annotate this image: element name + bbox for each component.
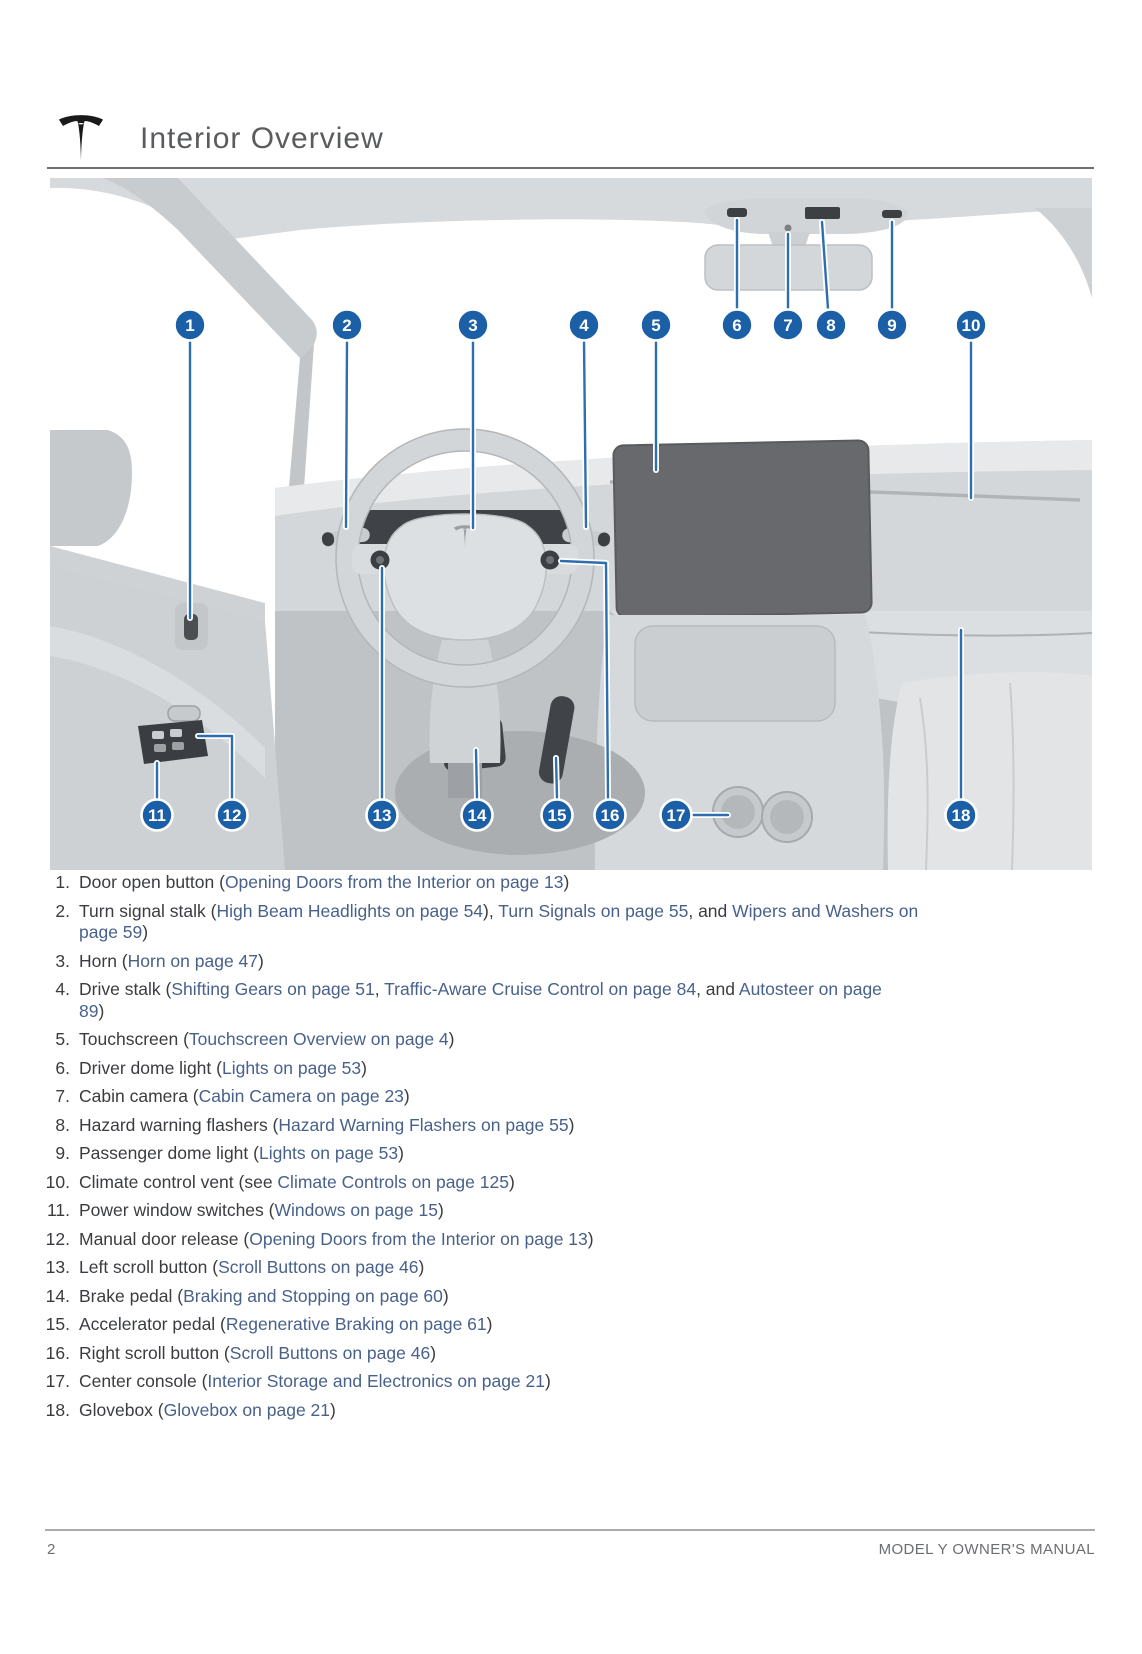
passenger-dome-light	[882, 210, 902, 218]
steering-column	[430, 640, 501, 763]
legend-text-segment: Manual door release (	[79, 1228, 250, 1249]
legend-link[interactable]: Lights on page 53	[221, 1057, 362, 1078]
legend-item-number: 13.	[45, 1257, 70, 1277]
legend-text-segment: Hazard warning flashers (	[79, 1114, 279, 1135]
legend-text-segment: , and	[688, 900, 733, 921]
console-storage-well	[635, 626, 835, 721]
legend-item	[44, 901, 996, 944]
callout-number: 13	[372, 806, 392, 825]
legend-text-segment: )	[418, 1257, 425, 1277]
callout-number: 1	[185, 316, 195, 335]
legend-link[interactable]: Turn Signals on page 55	[498, 900, 689, 921]
legend-item-number: 9.	[55, 1143, 70, 1163]
legend-link[interactable]: Climate Controls on page 125	[277, 1171, 509, 1192]
cabin-camera	[785, 225, 792, 232]
passenger-seat	[888, 672, 1092, 870]
legend-text-segment: Door open button (	[79, 872, 225, 892]
legend-item	[44, 1371, 996, 1393]
legend-text-segment: )	[442, 1285, 449, 1306]
callout-number: 4	[579, 316, 589, 335]
legend-text-segment: )	[361, 1057, 367, 1078]
callout-leader-line	[346, 341, 347, 527]
legend-item-text	[79, 1029, 454, 1051]
legend-link[interactable]: Shifting Gears on page 51	[171, 979, 375, 999]
callout-leader-line	[476, 750, 477, 798]
legend-text-segment: Center console (	[79, 1371, 208, 1391]
legend-text-segment: Glovebox (	[79, 1399, 164, 1420]
interior-diagram	[50, 178, 1092, 870]
tesla-logo	[58, 112, 104, 164]
legend-link[interactable]: Interior Storage and Electronics on page 21	[207, 1371, 545, 1391]
legend-item-number: 11.	[46, 1200, 70, 1220]
legend-link[interactable]: Wipers and Washers on	[732, 900, 919, 921]
callout-number: 17	[666, 806, 686, 825]
legend-item	[44, 1400, 996, 1422]
legend-link[interactable]: High Beam Headlights on page 54	[216, 900, 484, 921]
legend-item-text	[79, 951, 264, 973]
callout-number: 12	[222, 806, 242, 825]
legend-text-segment: )	[258, 950, 264, 971]
legend-item	[44, 979, 996, 1022]
legend-item-text	[79, 1143, 404, 1165]
legend-item-text	[79, 1200, 444, 1222]
legend-text-segment: Brake pedal (	[79, 1285, 184, 1306]
legend-link[interactable]: Horn on page 47	[127, 950, 259, 971]
legend-link[interactable]: Hazard Warning Flashers on page 55	[278, 1114, 569, 1135]
legend-item-number: 7.	[55, 1086, 70, 1106]
legend-text-segment: Climate control vent (see	[79, 1171, 278, 1192]
legend-text-segment: )	[430, 1342, 437, 1363]
legend-item	[44, 1058, 996, 1080]
legend-text-segment: Drive stalk (	[79, 979, 172, 999]
legend-link[interactable]: Scroll Buttons on page 46	[218, 1257, 419, 1277]
legend-text-segment: Accelerator pedal (	[79, 1314, 226, 1334]
legend-link[interactable]: page 59	[79, 922, 143, 942]
legend-text-segment: )	[142, 922, 149, 942]
legend-item	[44, 1200, 996, 1222]
legend-text-segment: Left scroll button (	[79, 1257, 219, 1277]
legend-item-text	[79, 1058, 367, 1080]
callout-number: 16	[600, 806, 620, 825]
legend-text-segment: , and	[696, 979, 739, 999]
callout-leader-line	[556, 758, 557, 798]
legend-link[interactable]: 89	[79, 1000, 99, 1021]
callout-number: 18	[951, 806, 971, 825]
legend-item-number: 2.	[55, 900, 70, 921]
legend-item	[44, 1115, 996, 1137]
callout-number: 11	[148, 806, 166, 825]
callout-number: 6	[732, 316, 742, 335]
legend-text-segment: )	[448, 1029, 455, 1049]
legend-item	[44, 1086, 996, 1108]
legend-item	[44, 1314, 996, 1336]
legend-list	[44, 872, 996, 1428]
legend-item-text	[79, 1400, 336, 1422]
legend-item-number: 17.	[45, 1371, 70, 1391]
legend-link[interactable]: Lights on page 53	[258, 1143, 399, 1163]
legend-item-number: 16.	[45, 1342, 70, 1363]
callout-number: 9	[887, 316, 897, 335]
legend-item	[44, 1286, 996, 1308]
legend-item	[44, 951, 996, 973]
legend-text-segment: Right scroll button (	[79, 1342, 230, 1363]
left-scroll-button-dot	[376, 556, 384, 564]
manual-door-release	[168, 706, 200, 721]
window-switch	[170, 729, 182, 737]
legend-item	[44, 1257, 996, 1279]
window-switch	[172, 742, 184, 750]
legend-link[interactable]: Glovebox on page 21	[163, 1399, 331, 1420]
right-scroll-button-dot	[546, 556, 554, 564]
legend-item-number: 18.	[45, 1399, 70, 1420]
legend-text-segment: )	[403, 1086, 410, 1106]
legend-item-number: 10.	[45, 1171, 70, 1192]
legend-item-number: 1.	[55, 872, 70, 892]
legend-text-segment: Cabin camera (	[79, 1086, 199, 1106]
callout-number: 7	[783, 316, 793, 335]
driver-dome-light	[727, 208, 747, 217]
touchscreen	[613, 440, 872, 617]
legend-text-segment: ),	[483, 900, 499, 921]
legend-item-number: 14.	[45, 1285, 70, 1306]
legend-item	[44, 1029, 996, 1051]
legend-item-number: 5.	[55, 1029, 70, 1049]
legend-item-text	[79, 1086, 410, 1108]
legend-text-segment: Touchscreen (	[79, 1029, 189, 1049]
legend-item-text	[79, 1229, 594, 1251]
window-switch	[154, 744, 166, 752]
legend-link[interactable]: Touchscreen Overview on page 4	[188, 1029, 449, 1049]
legend-item-text	[79, 1115, 574, 1137]
cupholder-inner	[770, 800, 804, 834]
legend-text-segment: )	[330, 1399, 336, 1420]
callout-number: 8	[826, 316, 836, 335]
footer-page-number: 2	[47, 1541, 56, 1558]
right-a-pillar	[1035, 208, 1092, 298]
callout-number: 3	[468, 316, 478, 335]
legend-item-text	[79, 1172, 515, 1194]
legend-item-text	[79, 1343, 436, 1365]
legend-text-segment: )	[508, 1171, 515, 1192]
page-title: Interior Overview	[140, 122, 384, 155]
legend-link[interactable]: Braking and Stopping on page 60	[183, 1285, 443, 1306]
legend-item	[44, 1229, 996, 1251]
legend-text-segment: )	[544, 1371, 551, 1391]
legend-link[interactable]: Windows on page 15	[274, 1200, 438, 1220]
legend-text-segment: Horn (	[79, 950, 128, 971]
legend-item-number: 3.	[55, 950, 70, 971]
legend-link[interactable]: Opening Doors from the Interior on page 13	[224, 872, 564, 892]
legend-text-segment: Passenger dome light (	[79, 1143, 259, 1163]
legend-item-number: 8.	[55, 1114, 70, 1135]
legend-link[interactable]: Opening Doors from the Interior on page 13	[249, 1228, 588, 1249]
legend-item-text	[79, 1371, 551, 1393]
hazard-warning-switch	[805, 207, 840, 219]
legend-text-segment: )	[587, 1228, 594, 1249]
legend-text-segment: Turn signal stalk (	[79, 900, 217, 921]
callout-number: 2	[342, 316, 352, 335]
legend-item-text	[79, 1286, 449, 1308]
legend-text-segment: )	[437, 1200, 444, 1220]
legend-text-segment: )	[568, 1114, 575, 1135]
legend-link[interactable]: Traffic-Aware Cruise Control on page 84	[384, 979, 697, 999]
legend-text-segment: )	[398, 1143, 404, 1163]
legend-link[interactable]: Scroll Buttons on page 46	[229, 1342, 431, 1363]
window-switch	[152, 731, 164, 739]
legend-item-number: 6.	[55, 1057, 70, 1078]
legend-text-segment: )	[486, 1314, 493, 1334]
legend-link[interactable]: Cabin Camera on page 23	[198, 1086, 404, 1106]
legend-item-text	[79, 872, 569, 894]
callout-number: 15	[547, 806, 567, 825]
legend-item	[44, 872, 996, 894]
footer-divider	[45, 1529, 1095, 1531]
side-mirror	[50, 430, 132, 546]
legend-text-segment: ,	[374, 979, 385, 999]
legend-item-text	[79, 1314, 492, 1336]
legend-link[interactable]: Regenerative Braking on page 61	[225, 1314, 487, 1334]
legend-text-segment: Driver dome light (	[79, 1057, 222, 1078]
header-divider	[47, 167, 1094, 169]
callout-number: 14	[467, 806, 487, 825]
legend-item-text	[79, 979, 882, 1022]
legend-item-text	[79, 1257, 424, 1279]
callout-number: 5	[651, 316, 661, 335]
footer-manual-name: MODEL Y OWNER'S MANUAL	[878, 1541, 1095, 1558]
legend-item-number: 4.	[55, 979, 70, 999]
legend-item	[44, 1343, 996, 1365]
legend-item-text	[79, 901, 918, 944]
legend-link[interactable]: Autosteer on page	[738, 979, 882, 999]
callout-number: 10	[961, 316, 981, 335]
legend-item-number: 12.	[45, 1228, 70, 1249]
legend-text-segment: Power window switches (	[79, 1200, 275, 1220]
legend-text-segment: )	[563, 872, 570, 892]
legend-item	[44, 1143, 996, 1165]
legend-item-number: 15.	[45, 1314, 70, 1334]
legend-item	[44, 1172, 996, 1194]
legend-text-segment: )	[98, 1000, 105, 1021]
